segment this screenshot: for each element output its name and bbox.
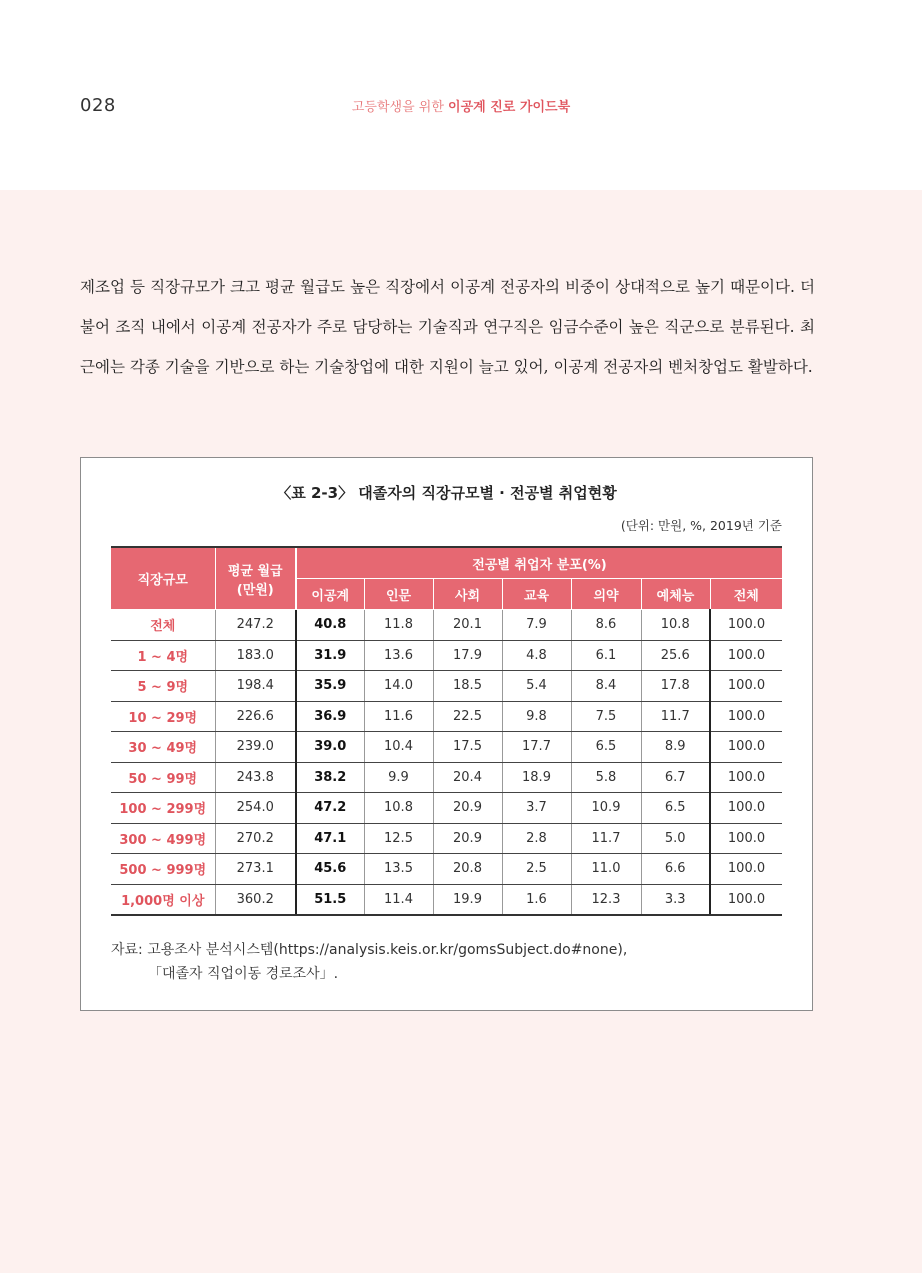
header-wage-line1: 평균 월급 (227, 563, 283, 579)
table-row (111, 610, 782, 641)
row-wage: 270.2 (215, 823, 296, 854)
row-value: 47.1 (296, 823, 364, 854)
row-value: 20.9 (433, 823, 502, 854)
row-value: 11.8 (364, 610, 433, 641)
row-value: 17.5 (433, 732, 502, 763)
row-value: 20.1 (433, 610, 502, 641)
table-title: 〈표 2-3〉 대졸자의 직장규모별 · 전공별 취업현황 (276, 484, 617, 502)
row-value: 8.4 (571, 671, 641, 702)
header-major-group: 전공별 취업자 분포(%) (296, 547, 782, 579)
row-value: 22.5 (433, 701, 502, 732)
row-value: 18.9 (502, 762, 571, 793)
row-value: 11.7 (641, 701, 710, 732)
row-value: 39.0 (296, 732, 364, 763)
row-value: 5.0 (641, 823, 710, 854)
row-value: 6.5 (571, 732, 641, 763)
row-value: 17.8 (641, 671, 710, 702)
row-wage: 247.2 (215, 610, 296, 641)
row-value: 13.6 (364, 640, 433, 671)
row-value: 20.8 (433, 854, 502, 885)
row-value: 100.0 (710, 823, 782, 854)
row-value: 11.6 (364, 701, 433, 732)
unit-note: (단위: 만원, %, 2019년 기준 (620, 518, 782, 533)
table-row (111, 732, 782, 763)
row-value: 35.9 (296, 671, 364, 702)
row-value: 8.9 (641, 732, 710, 763)
row-size-label: 50 ~ 99명 (111, 762, 215, 793)
running-head-title: 이공계 진로 가이드북 (448, 100, 571, 115)
source-line-2: 「대졸자 직업이동 경로조사」. (148, 966, 339, 982)
row-value: 19.9 (433, 884, 502, 915)
row-value: 2.5 (502, 854, 571, 885)
row-size-label: 300 ~ 499명 (111, 823, 215, 854)
header-col: 인문 (364, 579, 433, 610)
row-size-label: 전체 (111, 610, 215, 641)
row-size-label: 100 ~ 299명 (111, 793, 215, 824)
row-wage: 360.2 (215, 884, 296, 915)
row-value: 100.0 (710, 793, 782, 824)
row-wage: 254.0 (215, 793, 296, 824)
header-col: 예체능 (641, 579, 710, 610)
body-paragraph (80, 267, 815, 387)
table-row (111, 701, 782, 732)
header-wage (215, 547, 296, 610)
row-value: 20.4 (433, 762, 502, 793)
header-wage-line2: (만원) (236, 582, 274, 598)
table-row (111, 762, 782, 793)
row-value: 45.6 (296, 854, 364, 885)
header-size: 직장규모 (111, 547, 215, 610)
row-value: 18.5 (433, 671, 502, 702)
running-head (0, 96, 922, 115)
row-value: 3.7 (502, 793, 571, 824)
row-value: 51.5 (296, 884, 364, 915)
row-value: 31.9 (296, 640, 364, 671)
row-value: 9.8 (502, 701, 571, 732)
header-col: 교육 (502, 579, 571, 610)
row-value: 6.5 (641, 793, 710, 824)
row-wage: 198.4 (215, 671, 296, 702)
table-box (80, 457, 813, 1011)
running-head-prefix: 고등학생을 위한 (351, 100, 449, 115)
table-row (111, 793, 782, 824)
row-value: 100.0 (710, 854, 782, 885)
row-size-label: 10 ~ 29명 (111, 701, 215, 732)
row-value: 10.4 (364, 732, 433, 763)
row-value: 3.3 (641, 884, 710, 915)
row-value: 100.0 (710, 884, 782, 915)
row-value: 14.0 (364, 671, 433, 702)
header-col: 이공계 (296, 579, 364, 610)
row-value: 1.6 (502, 884, 571, 915)
body-paragraph-text: 제조업 등 직장규모가 크고 평균 월급도 높은 직장에서 이공계 전공자의 비중이 상대적으로 높기 때문이다. 더불어 조직 내에서 이공계 전공자가 주로 담당하는 기술직과 연구직은 임금수준이 높은 직군으로 분류된다. 최근에는 각종 기술을 기반으로 하는 기술창업에 대한 지원이 늘고 있어, 이공계 전공자의 벤처창업도 활발하다. (80, 278, 815, 376)
row-value: 12.5 (364, 823, 433, 854)
row-value: 8.6 (571, 610, 641, 641)
row-value: 7.9 (502, 610, 571, 641)
row-value: 7.5 (571, 701, 641, 732)
table-row (111, 640, 782, 671)
row-wage: 273.1 (215, 854, 296, 885)
row-size-label: 5 ~ 9명 (111, 671, 215, 702)
row-value: 6.7 (641, 762, 710, 793)
row-value: 5.8 (571, 762, 641, 793)
row-value: 6.1 (571, 640, 641, 671)
row-wage: 243.8 (215, 762, 296, 793)
source-line-1: 자료: 고용조사 분석시스템(https://analysis.keis.or.kr/gomsSubject.do#none), (111, 942, 628, 958)
row-wage: 226.6 (215, 701, 296, 732)
row-value: 100.0 (710, 701, 782, 732)
table-row (111, 823, 782, 854)
row-value: 38.2 (296, 762, 364, 793)
row-size-label: 500 ~ 999명 (111, 854, 215, 885)
row-size-label: 1 ~ 4명 (111, 640, 215, 671)
row-value: 40.8 (296, 610, 364, 641)
row-value: 17.9 (433, 640, 502, 671)
row-value: 100.0 (710, 732, 782, 763)
employment-table (111, 546, 782, 916)
row-wage: 239.0 (215, 732, 296, 763)
row-value: 100.0 (710, 640, 782, 671)
row-value: 11.4 (364, 884, 433, 915)
table-row (111, 671, 782, 702)
row-value: 2.8 (502, 823, 571, 854)
header-col: 전체 (710, 579, 782, 610)
row-value: 13.5 (364, 854, 433, 885)
row-value: 9.9 (364, 762, 433, 793)
row-value: 100.0 (710, 610, 782, 641)
row-value: 5.4 (502, 671, 571, 702)
row-value: 100.0 (710, 671, 782, 702)
row-value: 47.2 (296, 793, 364, 824)
row-value: 4.8 (502, 640, 571, 671)
header-col: 사회 (433, 579, 502, 610)
row-size-label: 1,000명 이상 (111, 884, 215, 915)
row-value: 25.6 (641, 640, 710, 671)
header-col: 의약 (571, 579, 641, 610)
row-size-label: 30 ~ 49명 (111, 732, 215, 763)
row-value: 10.9 (571, 793, 641, 824)
row-value: 12.3 (571, 884, 641, 915)
row-value: 10.8 (641, 610, 710, 641)
row-value: 36.9 (296, 701, 364, 732)
row-value: 10.8 (364, 793, 433, 824)
source-note (111, 938, 627, 986)
row-value: 11.7 (571, 823, 641, 854)
row-value: 17.7 (502, 732, 571, 763)
table-row (111, 854, 782, 885)
row-value: 100.0 (710, 762, 782, 793)
row-value: 11.0 (571, 854, 641, 885)
row-value: 6.6 (641, 854, 710, 885)
row-wage: 183.0 (215, 640, 296, 671)
page-number: 028 (80, 95, 116, 116)
page-header-area (0, 0, 922, 190)
table-row (111, 884, 782, 915)
row-value: 20.9 (433, 793, 502, 824)
